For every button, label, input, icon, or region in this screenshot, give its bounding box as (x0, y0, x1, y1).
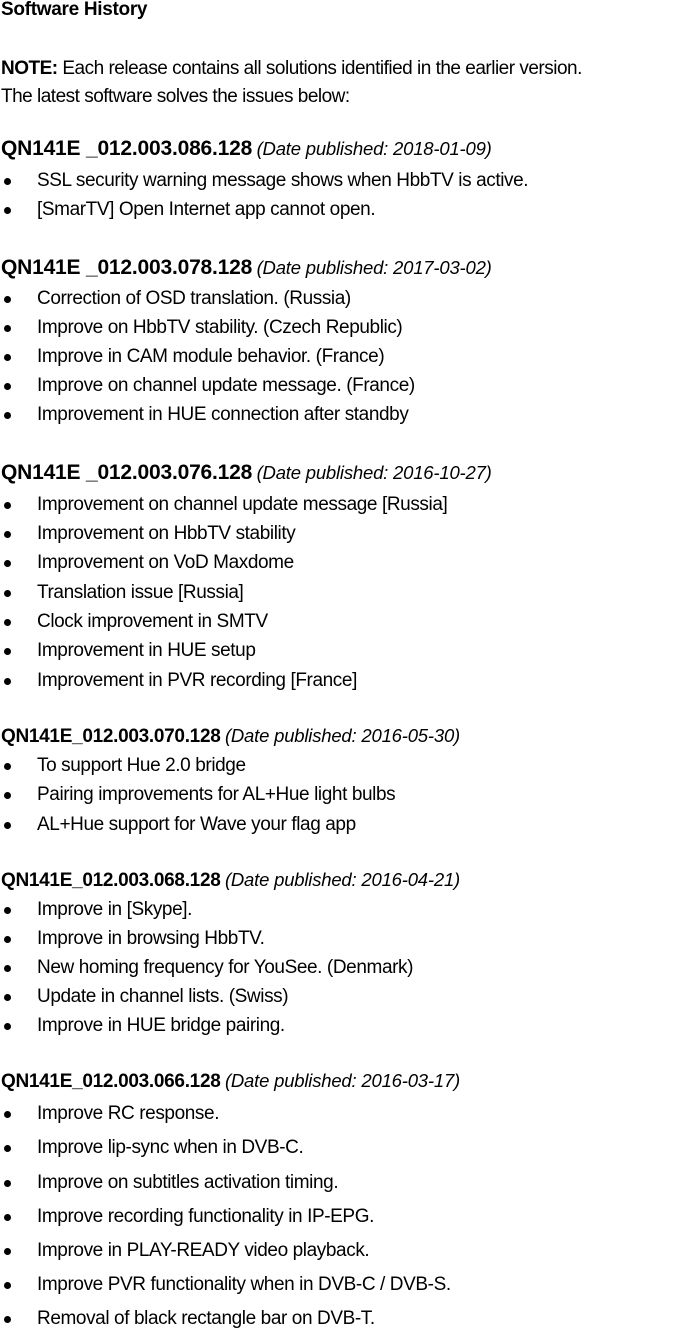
list-item-text: Pairing improvements for AL+Hue light bulbs (37, 784, 396, 805)
list-item-text: Improvement on VoD Maxdome (37, 552, 294, 573)
bullet-icon (4, 1282, 11, 1289)
release-heading (1, 256, 492, 282)
release-version: QN141E _012.003.078.128 (1, 256, 253, 279)
release-date: (Date published: 2018-01-09) (256, 138, 492, 159)
release-version: QN141E_012.003.066.128 (1, 1071, 221, 1092)
bullet-icon (4, 822, 11, 829)
list-item-text: Improvement in PVR recording [France] (37, 670, 357, 691)
release-date: (Date published: 2016-04-21) (224, 869, 460, 890)
list-item-text: Improvement in HUE connection after standby (37, 404, 409, 425)
bullet-icon (4, 383, 11, 390)
list-item-text: Update in channel lists. (Swiss) (37, 986, 289, 1007)
release-date: (Date published: 2017-03-02) (256, 257, 492, 278)
bullet-icon (4, 354, 11, 361)
list-item-text: Removal of black rectangle bar on DVB-T. (37, 1308, 375, 1329)
note-line-2: The latest software solves the issues below: (1, 86, 350, 107)
release-date: (Date published: 2016-05-30) (224, 725, 460, 746)
bullet-icon (4, 325, 11, 332)
bullet-icon (4, 560, 11, 567)
list-item-text: Clock improvement in SMTV (37, 611, 268, 632)
note-text-1: Each release contains all solutions identified in the earlier version. (57, 58, 582, 79)
list-item-text: Improve on channel update message. (France) (37, 375, 415, 396)
release-date: (Date published: 2016-10-27) (256, 462, 492, 483)
bullet-icon (4, 907, 11, 914)
bullet-icon (4, 994, 11, 1001)
list-item-text: Improvement on channel update message [Russia] (37, 494, 448, 515)
release-version: QN141E _012.003.086.128 (1, 137, 253, 160)
bullet-icon (4, 1111, 11, 1118)
list-item-text: Improve in [Skype]. (37, 899, 193, 920)
bullet-icon (4, 1180, 11, 1187)
bullet-icon (4, 1214, 11, 1221)
bullet-icon (4, 678, 11, 685)
bullet-icon (4, 619, 11, 626)
bullet-icon (4, 296, 11, 303)
list-item-text: Improvement on HbbTV stability (37, 523, 296, 544)
list-item-text: New homing frequency for YouSee. (Denmark) (37, 957, 414, 978)
list-item-text: Improvement in HUE setup (37, 640, 256, 661)
bullet-icon (4, 1316, 11, 1323)
bullet-icon (4, 1248, 11, 1255)
list-item-text: Improve RC response. (37, 1103, 220, 1124)
bullet-icon (4, 207, 11, 214)
release-heading (1, 1069, 460, 1095)
bullet-icon (4, 531, 11, 538)
release-heading (1, 137, 492, 163)
list-item-text: Improve in PLAY-READY video playback. (37, 1240, 370, 1261)
list-item-text: To support Hue 2.0 bridge (37, 755, 246, 776)
bullet-icon (4, 936, 11, 943)
bullet-icon (4, 412, 11, 419)
bullet-icon (4, 1023, 11, 1030)
list-item-text: Improve PVR functionality when in DVB-C / DVB-S. (37, 1274, 451, 1295)
note-paragraph (1, 55, 582, 111)
list-item-text: Improve in CAM module behavior. (France) (37, 346, 385, 367)
list-item-text: SSL security warning message shows when HbbTV is active. (37, 170, 529, 191)
list-item-text: Correction of OSD translation. (Russia) (37, 288, 351, 309)
release-version: QN141E _012.003.076.128 (1, 461, 253, 484)
list-item-text: Improve in HUE bridge pairing. (37, 1015, 285, 1036)
list-item-text: Improve recording functionality in IP-EPG. (37, 1206, 374, 1227)
release-version: QN141E_012.003.068.128 (1, 870, 221, 891)
list-item-text: Improve in browsing HbbTV. (37, 928, 265, 949)
page-title: Software History (1, 0, 148, 20)
release-date: (Date published: 2016-03-17) (224, 1070, 460, 1091)
list-item-text: AL+Hue support for Wave your flag app (37, 814, 356, 835)
bullet-icon (4, 648, 11, 655)
bullet-icon (4, 1145, 11, 1152)
bullet-icon (4, 502, 11, 509)
release-version: QN141E_012.003.070.128 (1, 726, 221, 747)
bullet-icon (4, 763, 11, 770)
bullet-icon (4, 965, 11, 972)
bullet-icon (4, 178, 11, 185)
bullet-icon (4, 590, 11, 597)
list-item-text: Improve lip-sync when in DVB-C. (37, 1137, 304, 1158)
release-heading (1, 724, 460, 750)
note-line-1 (1, 55, 582, 83)
note-label: NOTE: (1, 58, 58, 79)
bullet-icon (4, 792, 11, 799)
release-heading (1, 461, 492, 487)
list-item-text: Improve on HbbTV stability. (Czech Republic) (37, 317, 403, 338)
release-heading (1, 868, 460, 894)
list-item-text: [SmarTV] Open Internet app cannot open. (37, 199, 376, 220)
list-item-text: Improve on subtitles activation timing. (37, 1172, 339, 1193)
list-item-text: Translation issue [Russia] (37, 582, 244, 603)
